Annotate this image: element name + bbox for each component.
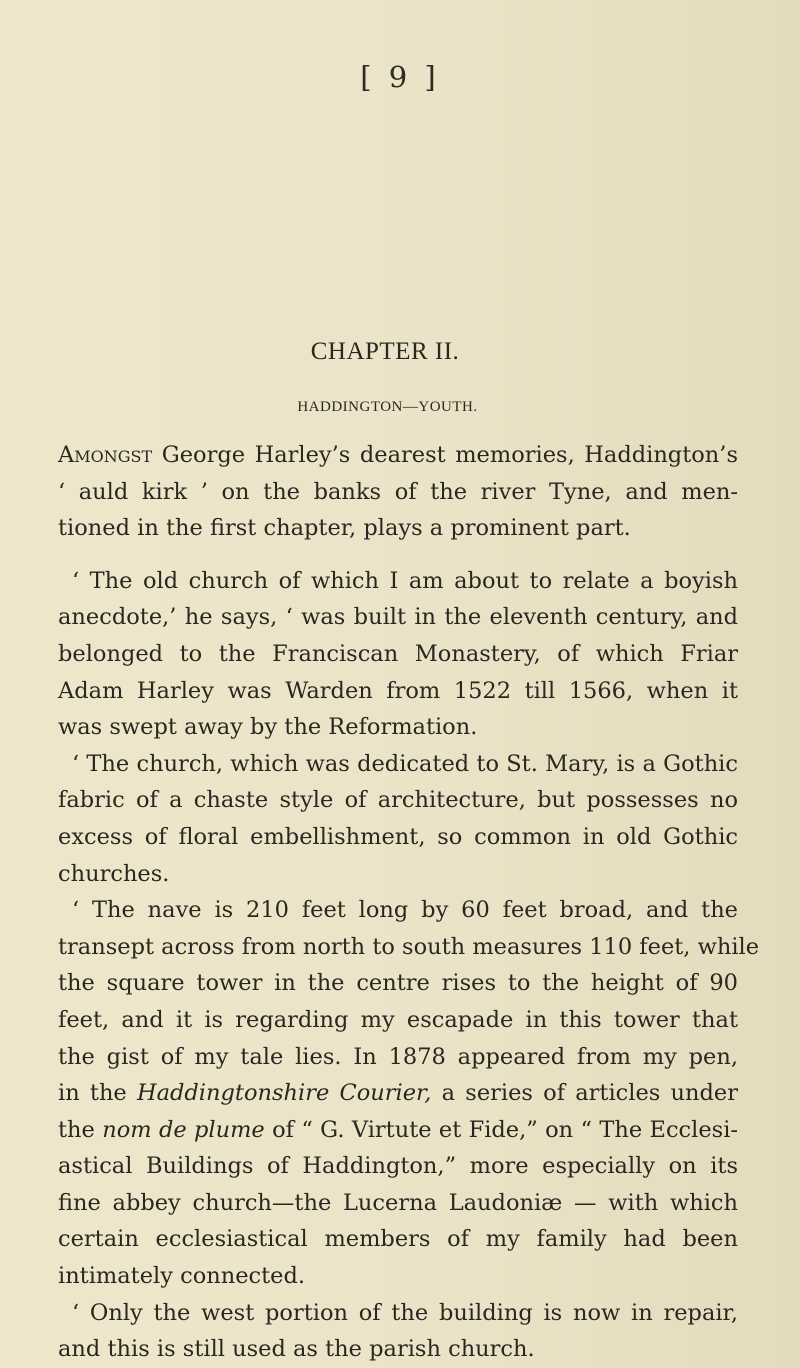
- body-text: [58, 437, 760, 1368]
- text-line: ‘ The church, which was dedicated to St. Mary, is a Gothic: [72, 750, 738, 777]
- chapter-title: CHAPTER II.: [310, 338, 460, 365]
- text-line: astical Buildings of Haddington,” more especially on its: [58, 1153, 738, 1180]
- text-line: anecdote,’ he says, ‘ was built in the eleventh century, and: [58, 604, 738, 631]
- text-line: transept across from north to south measures 110 feet, while: [58, 933, 760, 960]
- pen-name-phrase: nom de plume: [102, 1116, 265, 1143]
- text-line: belonged to the Franciscan Monastery, of which Friar: [58, 640, 738, 667]
- text-line: intimately connected.: [58, 1263, 306, 1290]
- text-line: in the Haddingtonshire Courier, a series of articles under: [58, 1080, 738, 1107]
- text-line: fine abbey church—the Lucerna Laudoniæ — with which: [58, 1189, 738, 1216]
- text-line: feet, and it is regarding my escapade in this tower that: [58, 1006, 738, 1033]
- text-line: tioned in the first chapter, plays a prominent part.: [58, 515, 631, 542]
- text-line: certain ecclesiastical members of my family had been: [58, 1226, 738, 1253]
- text-line: ‘ The nave is 210 feet long by 60 feet broad, and the: [72, 897, 738, 924]
- text-line: Adam Harley was Warden from 1522 till 1566, when it: [58, 677, 738, 704]
- text-line: excess of floral embellishment, so common in old Gothic: [58, 823, 738, 850]
- text-line: fabric of a chaste style of architecture, but possesses no: [58, 787, 738, 814]
- chapter-subtitle: HADDINGTON—YOUTH.: [297, 399, 478, 415]
- paragraph-gap: [58, 547, 738, 563]
- newspaper-title: Haddingtonshire Courier,: [136, 1080, 432, 1107]
- text-line: churches.: [58, 860, 170, 887]
- lead-word: Amongst: [58, 442, 153, 468]
- page-number: [ 9 ]: [360, 60, 440, 94]
- text-line: and this is still used as the parish church.: [58, 1336, 535, 1363]
- text-line: ‘ auld kirk ’ on the banks of the river Tyne, and men-: [58, 478, 738, 505]
- text-line: ‘ The old church of which I am about to relate a boyish: [72, 567, 738, 594]
- text-line: the nom de plume of “ G. Virtute et Fide,” on “ The Ecclesi-: [58, 1116, 739, 1143]
- text-line: the gist of my tale lies. In 1878 appeared from my pen,: [58, 1043, 738, 1070]
- text-line: Amongst George Harley’s dearest memories, Haddington’s: [58, 442, 738, 468]
- text-line: the square tower in the centre rises to the height of 90: [58, 970, 738, 997]
- text-line: was swept away by the Reformation.: [58, 714, 478, 741]
- text-line: ‘ Only the west portion of the building is now in repair,: [72, 1299, 738, 1326]
